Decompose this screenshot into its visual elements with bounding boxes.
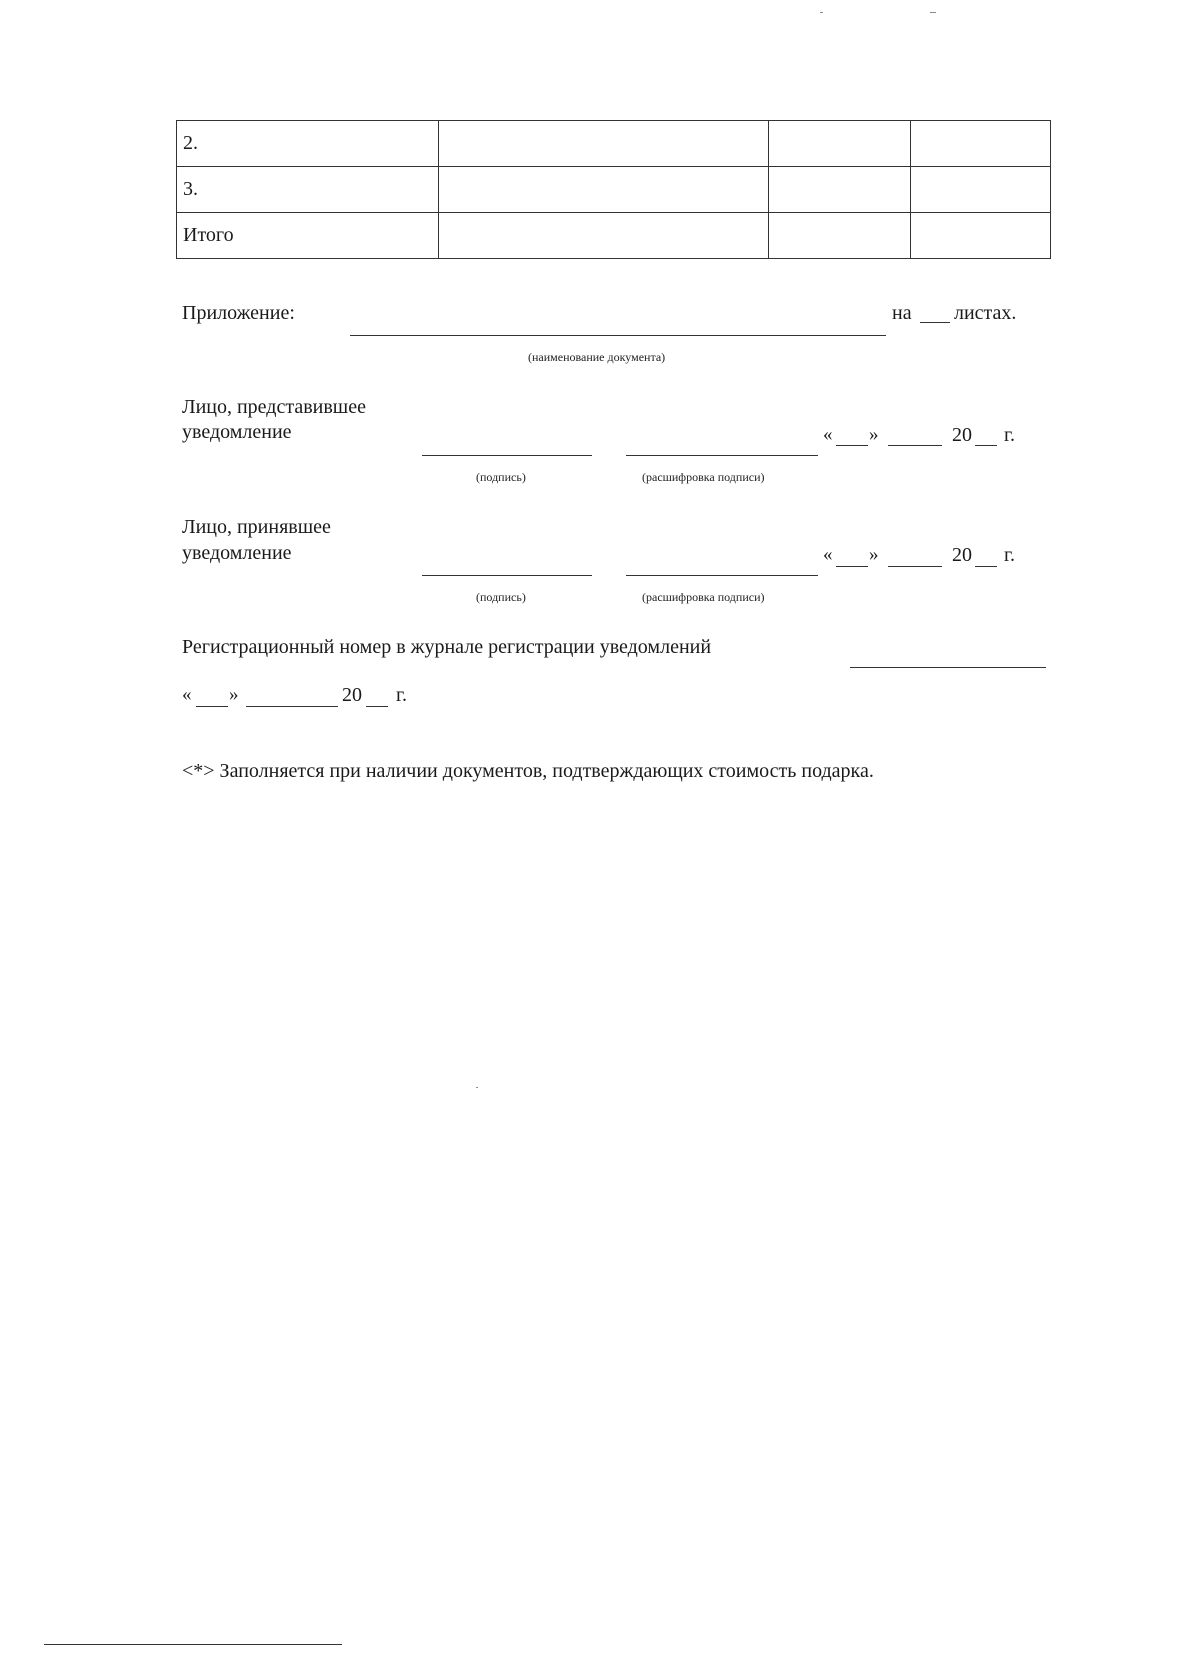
presenter-label-line1: Лицо, представившее bbox=[182, 396, 366, 418]
registration-day-line[interactable] bbox=[196, 706, 228, 707]
receiver-decoding-line[interactable] bbox=[626, 575, 818, 576]
footnote: <*> Заполняется при наличии документов, подтверждающих стоимость подарка. bbox=[182, 760, 874, 782]
table-cell[interactable] bbox=[769, 121, 911, 167]
presenter-year-suffix: г. bbox=[1004, 424, 1015, 446]
presenter-decoding-line[interactable] bbox=[626, 455, 818, 456]
receiver-year-suffix: г. bbox=[1004, 544, 1015, 566]
table-cell-total-label: Итого bbox=[177, 213, 439, 259]
scan-speck bbox=[820, 12, 823, 13]
registration-year-suffix: г. bbox=[396, 684, 407, 706]
receiver-date-open-quote: « bbox=[823, 544, 833, 565]
registration-date-close-quote: » bbox=[229, 684, 239, 705]
presenter-year-prefix: 20 bbox=[952, 424, 972, 446]
presenter-label-line2: уведомление bbox=[182, 421, 292, 443]
receiver-month-line[interactable] bbox=[888, 566, 942, 567]
table-cell[interactable] bbox=[439, 167, 769, 213]
receiver-label-line1: Лицо, принявшее bbox=[182, 516, 331, 538]
receiver-year-prefix: 20 bbox=[952, 544, 972, 566]
attachment-document-line[interactable] bbox=[350, 335, 886, 336]
table-cell[interactable] bbox=[911, 213, 1051, 259]
receiver-signature-line[interactable] bbox=[422, 575, 592, 576]
scan-speck bbox=[930, 12, 936, 13]
registration-year-prefix: 20 bbox=[342, 684, 362, 706]
registration-date-open-quote: « bbox=[182, 684, 192, 705]
receiver-year-line[interactable] bbox=[975, 566, 997, 567]
registration-number-line[interactable] bbox=[850, 667, 1046, 668]
presenter-month-line[interactable] bbox=[888, 445, 942, 446]
presenter-decoding-caption: (расшифровка подписи) bbox=[642, 470, 765, 484]
table-cell[interactable] bbox=[439, 121, 769, 167]
attachment-label: Приложение: bbox=[182, 302, 295, 324]
attachment-na: на bbox=[892, 302, 912, 324]
footnote-separator bbox=[44, 1644, 342, 1645]
receiver-date-close-quote: » bbox=[869, 544, 879, 565]
presenter-date-close-quote: » bbox=[869, 424, 879, 445]
table-cell[interactable] bbox=[769, 213, 911, 259]
receiver-label-line2: уведомление bbox=[182, 542, 292, 564]
table-row bbox=[177, 213, 1051, 259]
receiver-signature-caption: (подпись) bbox=[476, 590, 526, 604]
table-cell[interactable] bbox=[911, 167, 1051, 213]
table-row bbox=[177, 167, 1051, 213]
gifts-table bbox=[176, 120, 1051, 259]
table-cell[interactable] bbox=[769, 167, 911, 213]
presenter-date-open-quote: « bbox=[823, 424, 833, 445]
registration-year-line[interactable] bbox=[366, 706, 388, 707]
registration-label: Регистрационный номер в журнале регистрации уведомлений bbox=[182, 636, 712, 658]
receiver-decoding-caption: (расшифровка подписи) bbox=[642, 590, 765, 604]
presenter-day-line[interactable] bbox=[836, 445, 868, 446]
table-cell[interactable] bbox=[439, 213, 769, 259]
registration-month-line[interactable] bbox=[246, 706, 338, 707]
presenter-signature-line[interactable] bbox=[422, 455, 592, 456]
receiver-day-line[interactable] bbox=[836, 566, 868, 567]
table-cell[interactable] bbox=[911, 121, 1051, 167]
presenter-signature-caption: (подпись) bbox=[476, 470, 526, 484]
attachment-sheets-count-line[interactable] bbox=[920, 322, 950, 323]
table-cell-number: 3. bbox=[177, 167, 439, 213]
scan-speck bbox=[476, 1087, 478, 1088]
table-row bbox=[177, 121, 1051, 167]
presenter-year-line[interactable] bbox=[975, 445, 997, 446]
table-cell-number: 2. bbox=[177, 121, 439, 167]
attachment-caption: (наименование документа) bbox=[528, 350, 666, 364]
attachment-sheets-label: листах. bbox=[954, 302, 1017, 324]
